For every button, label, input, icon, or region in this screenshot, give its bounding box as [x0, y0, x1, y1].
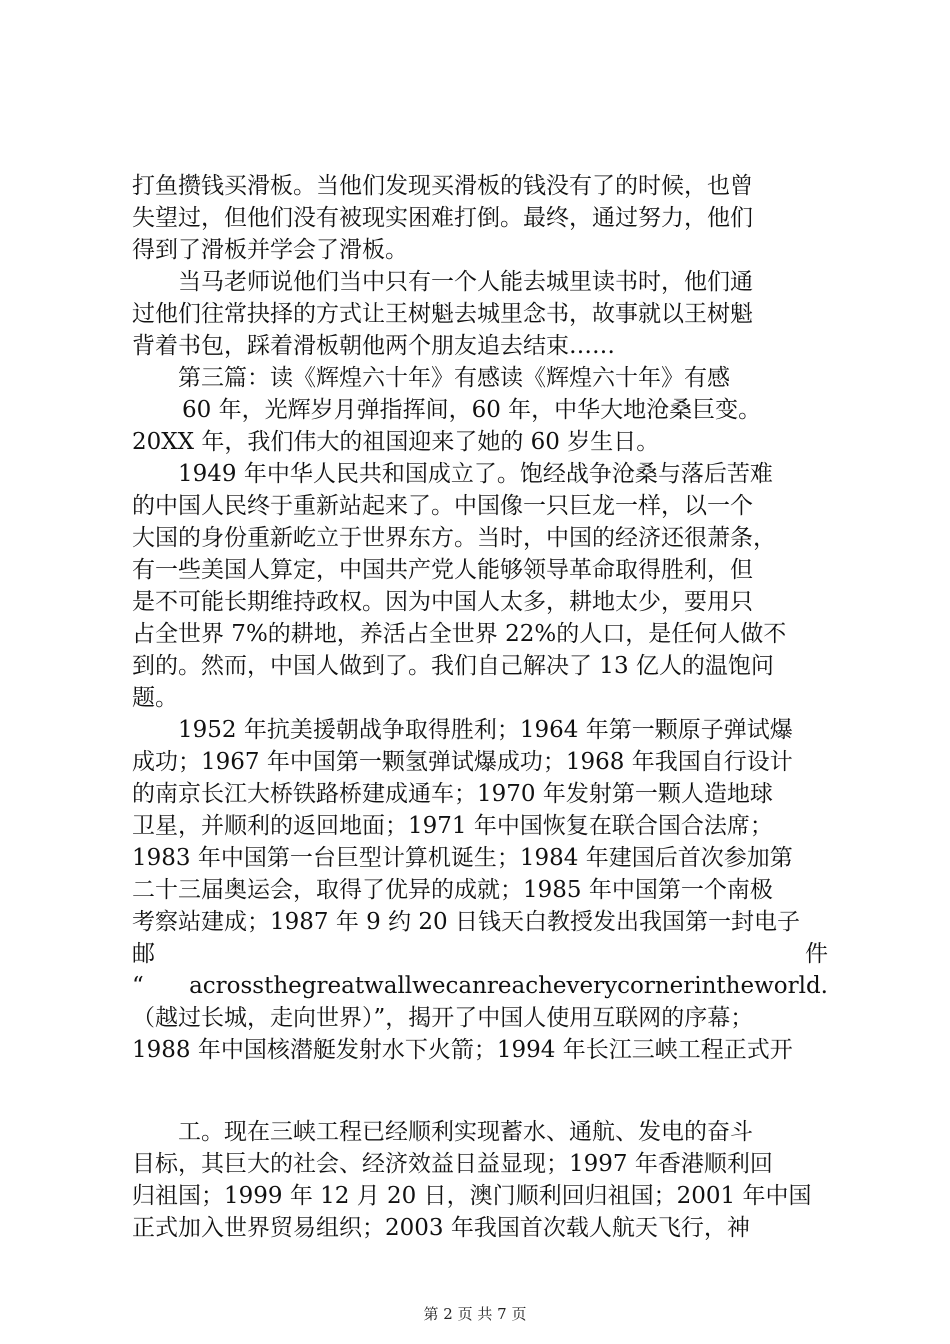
text-line: （越过长城，走向世界）”，揭开了中国人使用互联网的序幕；	[132, 1005, 754, 1031]
text-line: 背着书包，踩着滑板朝他两个朋友追去结束……	[132, 333, 615, 359]
text-line: 成功；1967 年中国第一颗氢弹试爆成功；1968 年我国自行设计	[132, 749, 793, 775]
text-line: 得到了滑板并学会了滑板。	[132, 237, 408, 263]
text-line: 1952 年抗美援朝战争取得胜利；1964 年第一颗原子弹试爆	[178, 717, 793, 743]
text-fragment: acrossthegreatwallwecanreacheverycornerintheworld.	[189, 973, 828, 999]
text-line: 工。现在三峡工程已经顺利实现蓄水、通航、发电的奋斗	[178, 1119, 753, 1145]
text-line: 归祖国；1999 年 12 月 20 日，澳门顺利回归祖国；2001 年中国	[132, 1183, 812, 1209]
text-line: 考察站建成；1987 年 9 约 20 日钱天白教授发出我国第一封电子	[132, 909, 800, 935]
text-line: 正式加入世界贸易组织；2003 年我国首次载人航天飞行，神	[132, 1215, 750, 1241]
text-line: 的南京长江大桥铁路桥建成通车；1970 年发射第一颗人造地球	[132, 781, 773, 807]
text-line: 失望过，但他们没有被现实困难打倒。最终，通过努力，他们	[132, 205, 753, 231]
page-number-footer: 第 2 页 共 7 页	[423, 1305, 527, 1323]
text-line: 二十三届奥运会，取得了优异的成就；1985 年中国第一个南极	[132, 877, 773, 903]
text-line: 1988 年中国核潜艇发射水下火箭；1994 年长江三峡工程正式开	[132, 1037, 793, 1063]
text-line: 占全世界 7%的耕地，养活占全世界 22%的人口，是任何人做不	[132, 621, 787, 647]
text-line: 20XX 年，我们伟大的祖国迎来了她的 60 岁生日。	[132, 429, 660, 455]
text-line-split	[132, 970, 828, 1002]
text-line: 目标，其巨大的社会、经济效益日益显现；1997 年香港顺利回	[132, 1151, 773, 1177]
text-line: 60 年，光辉岁月弹指挥间，60 年，中华大地沧桑巨变。	[182, 397, 762, 423]
text-line: 大国的身份重新屹立于世界东方。当时，中国的经济还很萧条，	[132, 525, 776, 551]
text-fragment: 邮	[132, 941, 155, 967]
text-line: 卫星，并顺利的返回地面；1971 年中国恢复在联合国合法席；	[132, 813, 773, 839]
text-line: 的中国人民终于重新站起来了。中国像一只巨龙一样，以一个	[132, 493, 753, 519]
text-line: 题。	[132, 685, 178, 711]
section-heading: 第三篇：读《辉煌六十年》有感读《辉煌六十年》有感	[178, 365, 730, 391]
text-line: 打鱼攒钱买滑板。当他们发现买滑板的钱没有了的时候，也曾	[132, 173, 753, 199]
text-line: 有一些美国人算定，中国共产党人能够领导革命取得胜利，但	[132, 557, 753, 583]
page-break-gap	[132, 1066, 828, 1116]
text-line: 当马老师说他们当中只有一个人能去城里读书时，他们通	[178, 269, 753, 295]
text-line: 是不可能长期维持政权。因为中国人太多，耕地太少，要用只	[132, 589, 753, 615]
text-line: 到的。然而，中国人做到了。我们自己解决了 13 亿人的温饱问	[132, 653, 774, 679]
text-line-split	[132, 938, 828, 970]
text-fragment: 件	[805, 941, 828, 967]
document-body	[132, 170, 828, 1244]
text-line: 过他们往常抉择的方式让王树魁去城里念书，故事就以王树魁	[132, 301, 753, 327]
text-line: 1949 年中华人民共和国成立了。饱经战争沧桑与落后苦难	[178, 461, 773, 487]
text-line: 1983 年中国第一台巨型计算机诞生；1984 年建国后首次参加第	[132, 845, 793, 871]
text-fragment: “	[132, 973, 144, 999]
